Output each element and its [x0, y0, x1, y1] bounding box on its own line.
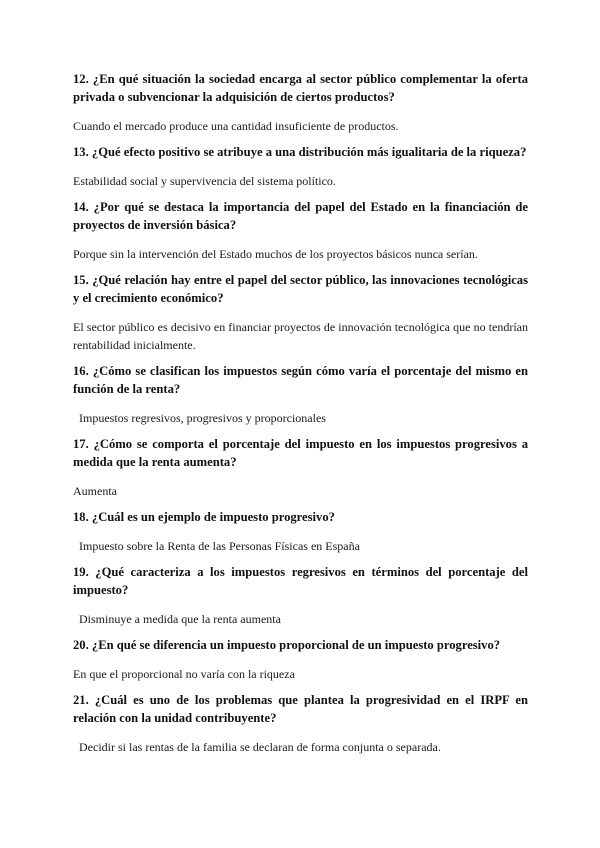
- qa-item-21: [73, 691, 528, 756]
- answer-21: Decidir si las rentas de la familia se declaran de forma conjunta o separada.: [79, 740, 441, 754]
- question-20: 20. ¿En qué se diferencia un impuesto proporcional de un impuesto progresivo?: [73, 638, 501, 652]
- document-page: [73, 70, 528, 764]
- qa-item-16: [73, 362, 528, 427]
- question-12: 12. ¿En qué situación la sociedad encarga al sector público complementar la oferta privada o subvencionar la adquisición de ciertos productos?: [73, 72, 528, 104]
- answer-13: Estabilidad social y supervivencia del sistema político.: [73, 174, 336, 188]
- qa-item-12: [73, 70, 528, 135]
- question-13: 13. ¿Qué efecto positivo se atribuye a una distribución más igualitaria de la riqueza?: [73, 145, 527, 159]
- answer-17: Aumenta: [73, 484, 117, 498]
- qa-item-17: [73, 435, 528, 500]
- question-14: 14. ¿Por qué se destaca la importancia del papel del Estado en la financiación de proyectos de inversión básica?: [73, 200, 528, 232]
- answer-15: El sector público es decisivo en financiar proyectos de innovación tecnológica que no tendrían rentabilidad inicialmente.: [73, 320, 528, 352]
- qa-item-15: [73, 271, 528, 354]
- qa-item-14: [73, 198, 528, 263]
- question-18: 18. ¿Cuál es un ejemplo de impuesto progresivo?: [73, 510, 335, 524]
- question-19: 19. ¿Qué caracteriza a los impuestos regresivos en términos del porcentaje del impuesto?: [73, 565, 528, 597]
- answer-19: Disminuye a medida que la renta aumenta: [79, 612, 281, 626]
- question-21: 21. ¿Cuál es uno de los problemas que plantea la progresividad en el IRPF en relación con la unidad contribuyente?: [73, 693, 528, 725]
- answer-18: Impuesto sobre la Renta de las Personas Físicas en España: [79, 539, 360, 553]
- answer-12: Cuando el mercado produce una cantidad insuficiente de productos.: [73, 119, 399, 133]
- question-15: 15. ¿Qué relación hay entre el papel del sector público, las innovaciones tecnológicas y el crecimiento económico?: [73, 273, 528, 305]
- qa-item-20: [73, 636, 528, 683]
- answer-16: Impuestos regresivos, progresivos y proporcionales: [79, 411, 326, 425]
- question-16: 16. ¿Cómo se clasifican los impuestos según cómo varía el porcentaje del mismo en función de la renta?: [73, 364, 528, 396]
- qa-item-19: [73, 563, 528, 628]
- answer-20: En que el proporcional no varía con la riqueza: [73, 667, 295, 681]
- answer-14: Porque sin la intervención del Estado muchos de los proyectos básicos nunca serían.: [73, 247, 478, 261]
- question-17: 17. ¿Cómo se comporta el porcentaje del impuesto en los impuestos progresivos a medida que la renta aumenta?: [73, 437, 528, 469]
- qa-item-13: [73, 143, 528, 190]
- qa-item-18: [73, 508, 528, 555]
